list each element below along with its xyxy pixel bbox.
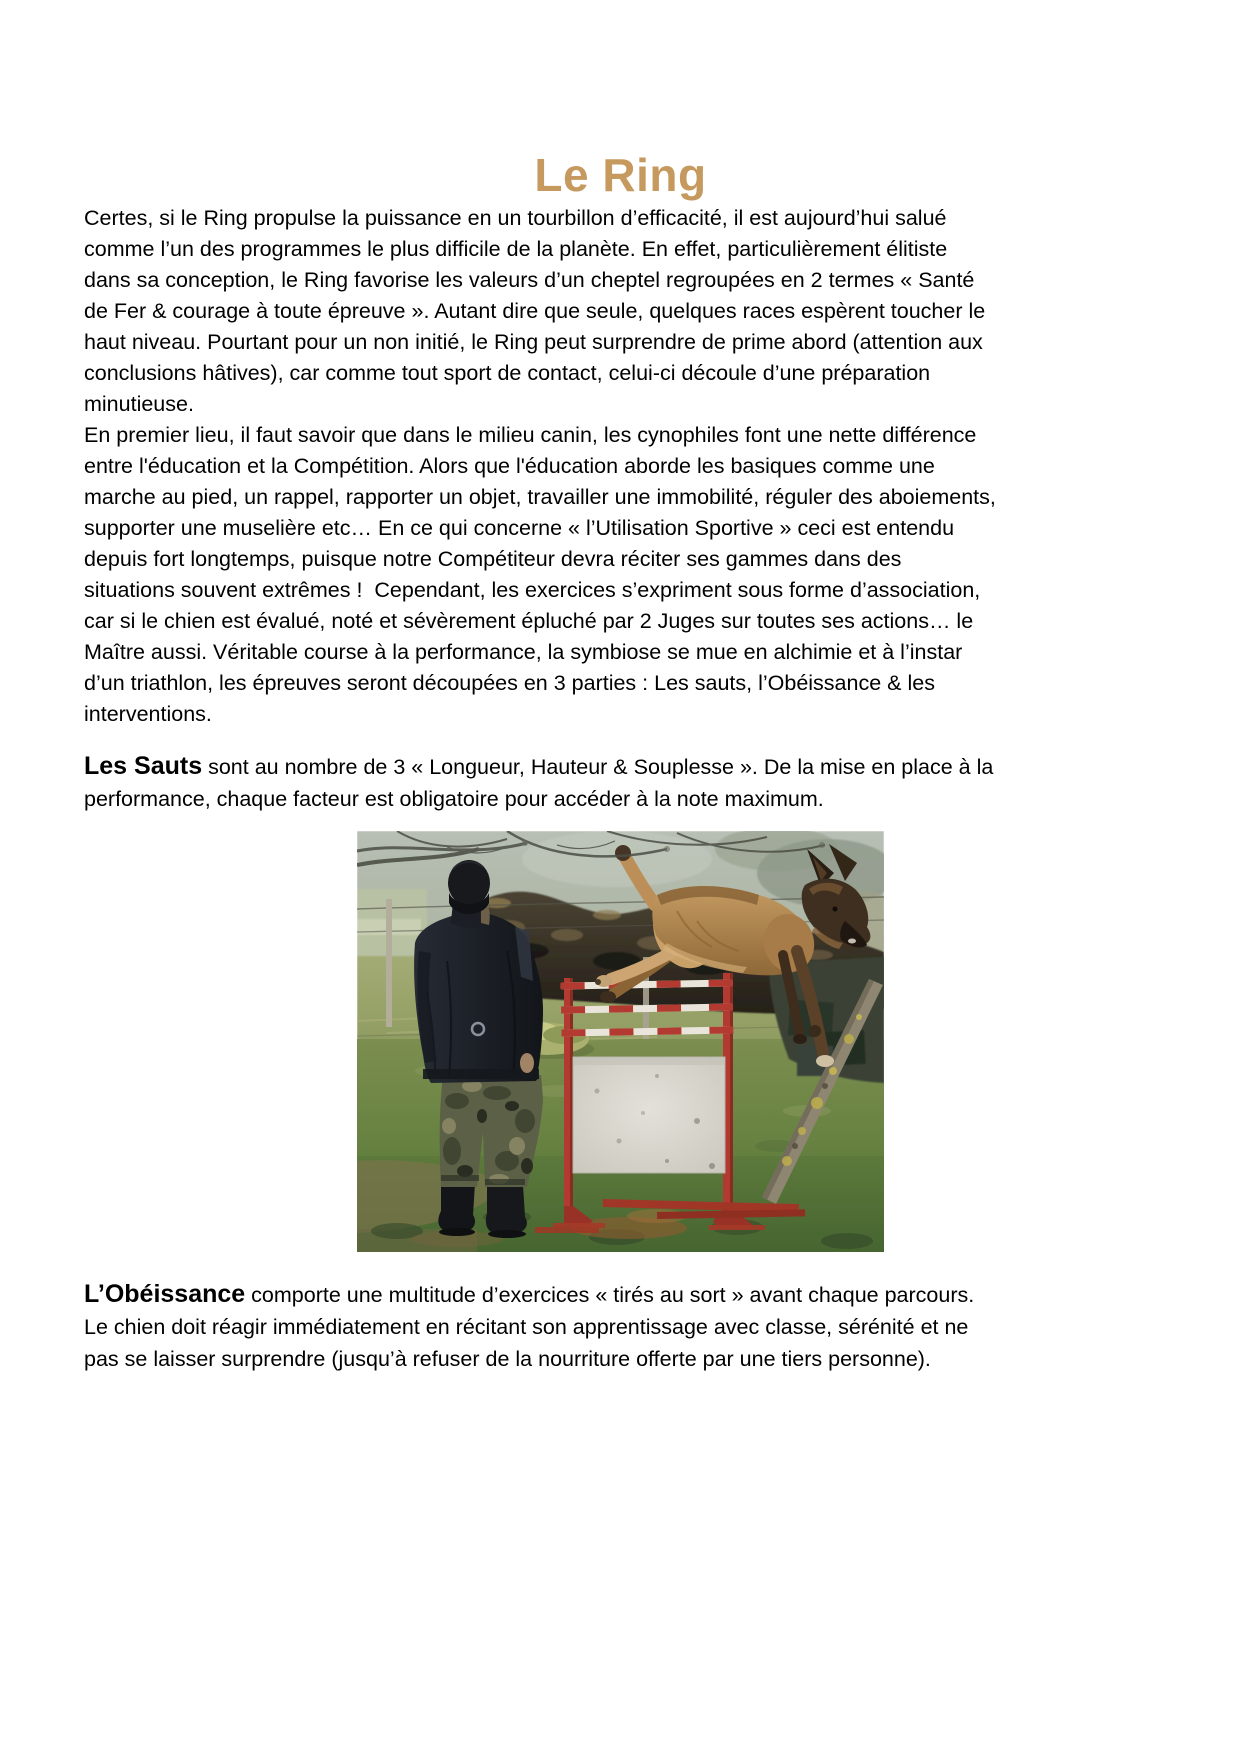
paragraph-line: minutieuse. <box>84 392 194 416</box>
page-title: Le Ring <box>534 149 707 201</box>
section-lead-obeissance: L’Obéissance <box>84 1280 246 1308</box>
paragraph-line: entre l'éducation et la Compétition. Alors que l'éducation aborde les basiques comme une <box>84 454 935 478</box>
paragraph-line: En premier lieu, il faut savoir que dans le milieu canin, les cynophiles font une nette différence <box>84 423 977 447</box>
paragraph-line: de Fer & courage à toute épreuve ». Autant dire que seule, quelques races espèrent toucher le <box>84 299 986 323</box>
section-lead-continuation: sont au nombre de 3 « Longueur, Hauteur & Souplesse ». De la mise en place à la <box>202 755 994 779</box>
section-lines <box>84 1311 1199 1375</box>
paragraph-line: supporter une muselière etc… En ce qui concerne « l’Utilisation Sportive » ceci est entendu <box>84 516 955 540</box>
beanie <box>448 860 490 914</box>
section-lead-continuation: comporte une multitude d’exercices « tirés au sort » avant chaque parcours. <box>245 1283 975 1307</box>
paragraph-line: Certes, si le Ring propulse la puissance en un tourbillon d’efficacité, il est aujourd’hui salué <box>84 206 947 230</box>
paragraph-line: marche au pied, un rappel, rapporter un objet, travailler une immobilité, réguler des aboiements, <box>84 485 996 509</box>
paragraph-line: Maître aussi. Véritable course à la performance, la symbiose se mue en alchimie et à l’instar <box>84 640 963 664</box>
dog-jump-photo-graphic <box>357 831 884 1252</box>
hand <box>520 1053 534 1073</box>
paragraph-line: depuis fort longtemps, puisque notre Compétiteur devra réciter ses gammes dans des <box>84 547 902 571</box>
section-lead-les-sauts: Les Sauts <box>84 752 203 780</box>
left-boot <box>438 1183 475 1231</box>
paragraph-line: haut niveau. Pourtant pour un non initié, le Ring peut surprendre de prime abord (attention aux <box>84 330 983 354</box>
section-first-line <box>84 1278 1199 1311</box>
section-first-line <box>84 750 1199 783</box>
paragraph-line: performance, chaque facteur est obligatoire pour accéder à la note maximum. <box>84 787 824 811</box>
paragraph-line: dans sa conception, le Ring favorise les valeurs d’un cheptel regroupées en 2 termes « Santé <box>84 268 975 292</box>
dog-jump-photo <box>357 831 884 1252</box>
paragraph-line: interventions. <box>84 702 212 726</box>
paragraph-line: Le chien doit réagir immédiatement en récitant son apprentissage avec classe, sérénité et ne <box>84 1315 969 1339</box>
paragraph-line: comme l’un des programmes le plus difficile de la planète. En effet, particulièrement élitiste <box>84 237 948 261</box>
fence-post <box>386 899 392 1027</box>
body-paragraph <box>84 420 1199 730</box>
paragraph-line: car si le chien est évalué, noté et sévèrement épluché par 2 Juges sur toutes ses actions… le <box>84 609 974 633</box>
intro-and-body-paragraphs <box>84 203 1199 730</box>
section-les-sauts <box>84 750 1199 815</box>
intro-paragraph <box>84 203 1199 420</box>
paragraph-line: pas se laisser surprendre (jusqu’à refuser de la nourriture offerte par une tiers personne). <box>84 1347 931 1371</box>
paragraph-line: conclusions hâtives), car comme tout sport de contact, celui-ci découle d’une préparation <box>84 361 931 385</box>
right-boot <box>486 1185 527 1233</box>
paragraph-line: situations souvent extrêmes ! Cependant, les exercices s’expriment sous forme d’association, <box>84 578 981 602</box>
paragraph-line: d’un triathlon, les épreuves seront découpées en 3 parties : Les sauts, l’Obéissance & les <box>84 671 935 695</box>
camo-pants <box>440 1075 543 1187</box>
section-obeissance <box>84 1278 1199 1375</box>
dog-eye <box>833 907 838 912</box>
section-lines <box>84 783 1199 815</box>
hurdle-panel <box>573 1057 725 1173</box>
